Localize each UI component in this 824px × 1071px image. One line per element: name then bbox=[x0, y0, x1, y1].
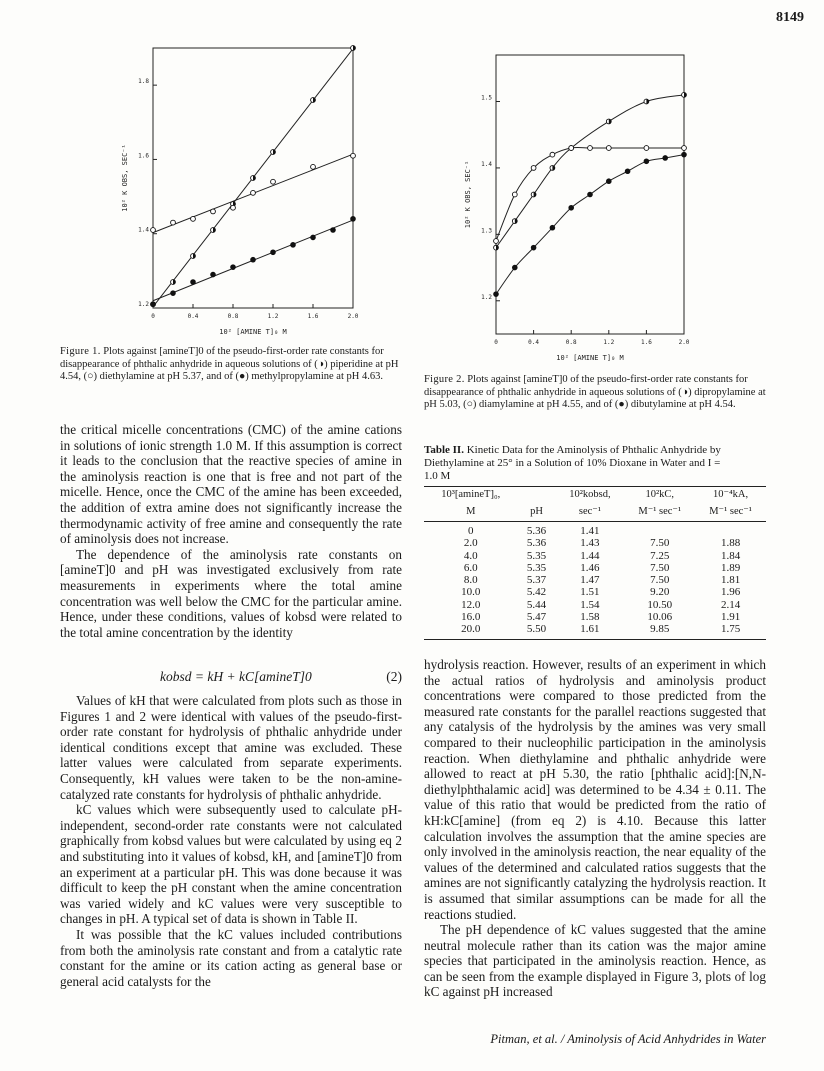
figure-1-caption-text: Plots against [amineT]0 of the pseudo-first-order rate constants for disappearance of phthalic anhydride in aqueous solutions of (◑) piperidine at pH 4.54, (○) diethylamine at pH 5.37, and of (●) methylpropylamine at pH 4.63. bbox=[60, 346, 399, 382]
table-cell: 1.43 bbox=[580, 537, 600, 550]
table-cell: 2.0 bbox=[463, 537, 478, 550]
y-tick-label: 1.6 bbox=[138, 152, 149, 160]
table-header-unit: M⁻¹ sec⁻¹ bbox=[695, 504, 766, 522]
data-point bbox=[251, 190, 256, 195]
x-tick-label: 0.8 bbox=[227, 313, 239, 320]
data-point bbox=[531, 166, 536, 171]
x-axis-label: 10² [AMINE T]₀ M bbox=[556, 354, 624, 362]
data-point bbox=[151, 228, 156, 233]
table-cell: 12.0 bbox=[461, 598, 481, 611]
data-point bbox=[251, 176, 256, 181]
table-cell: 7.25 bbox=[650, 549, 670, 562]
paragraph: It was possible that the kC values included contributions from both the aminolysis rate constant and from a catalytic rate constant for the amine or its cation acting as general base or general acid catalysts for the bbox=[60, 926, 402, 989]
data-point bbox=[331, 228, 336, 233]
data-point bbox=[588, 146, 593, 151]
table-cell: 5.37 bbox=[526, 574, 547, 587]
data-point bbox=[311, 164, 316, 169]
equation-2 bbox=[160, 669, 402, 685]
data-point bbox=[569, 205, 574, 210]
table-cell: 7.50 bbox=[650, 561, 670, 574]
table-row bbox=[424, 550, 766, 562]
data-point bbox=[151, 302, 156, 307]
data-point bbox=[211, 272, 216, 277]
data-point bbox=[663, 156, 668, 161]
table-row bbox=[424, 599, 766, 611]
data-point bbox=[550, 166, 555, 171]
figure-1 bbox=[95, 40, 395, 340]
y-tick-label: 1.4 bbox=[481, 160, 492, 168]
figure-1-plot bbox=[95, 40, 395, 340]
data-point bbox=[311, 235, 316, 240]
figure-2-plot bbox=[464, 45, 770, 365]
table-cell: 20.0 bbox=[424, 623, 517, 639]
data-point bbox=[211, 228, 216, 233]
data-point bbox=[494, 239, 499, 244]
page-number: 8149 bbox=[776, 10, 804, 25]
table-cell: 5.35 bbox=[526, 561, 547, 574]
table-cell: 1.47 bbox=[580, 574, 600, 587]
table-cell: 7.50 bbox=[650, 537, 670, 550]
table-cell: 10.06 bbox=[647, 611, 673, 624]
data-point bbox=[271, 150, 276, 155]
data-point bbox=[351, 216, 356, 221]
x-tick-label: 0.4 bbox=[187, 313, 199, 320]
table-cell: 1.91 bbox=[720, 611, 741, 624]
y-tick-label: 1.2 bbox=[138, 301, 149, 308]
table-cell: 9.20 bbox=[650, 586, 670, 599]
paragraph: hydrolysis reaction. However, results of an experiment in which the actual ratios of hydrolysis and aminolysis product concentrations were compared to those predicted from the measured rate constants for the parallel reactions suggested that any catalysis of the hydrolysis by the amines was very small compared to their nucleophilic participation in the aminolysis reaction. When diethylamine and phthalic anhydride were allowed to react at pH 5.30, the ratio [phthalic acid]:[N,N-diethylphthalamic acid] was determined to be 4.34 ± 0.11. The value of this ratio that would be predicted from the ratio of kH:kC[amine] (from eq 2) is 4.10. Because this latter calculation involves the assumption that the amine species are only involved in the aminolysis reaction, the near equality of the values of the determined and calculated ratios suggests that the amines are not significantly catalyzing the hydrolysis reaction. It is assumed that similar assumptions can be made for all the reactions studied. bbox=[424, 657, 766, 922]
y-tick-label: 1.8 bbox=[138, 78, 149, 86]
paragraph: the critical micelle concentrations (CMC) of the amine cations in solutions of ionic strength 1.0 M. If this assumption is correct it leads to the conclusion that the reactive species of amine in the aminolysis reaction is one that is free and not part of the micelle. Hence, once the CMC of the amine has been exceeded, the addition of extra amine does not significantly increase the thermodynamic activity of free amine and consequently the rate of aminolysis does not increase. bbox=[60, 422, 402, 547]
paragraph: The pH dependence of kC values suggested that the amine neutral molecule rather than its cation was the major amine species that participated in the aminolysis reaction. Hence, as can be seen from the example displayed in Figure 3, plots of log kC against pH increased bbox=[424, 922, 766, 1000]
equation-number: (2) bbox=[386, 669, 402, 684]
paragraph: kC values which were subsequently used to calculate pH-independent, second-order rate constants were not calculated graphically from kobsd values but were calculated by using eq 2 and substituting into it values of kobsd, kH, and [amineT]0 from an experiment at a particular pH. This was done because it was difficult to keep the pH constant when the amine concentration was varied widely and kC values were very susceptible to changes in pH. A typical set of data is shown in Table II. bbox=[60, 802, 402, 927]
table-header: 10²kobsd, bbox=[556, 487, 625, 505]
table-cell: 5.42 bbox=[526, 586, 547, 599]
data-point bbox=[550, 225, 555, 230]
table-2-title: Table II. bbox=[424, 444, 464, 456]
figure-1-caption-label: Figure 1. bbox=[60, 346, 101, 357]
table-cell: 1.96 bbox=[720, 586, 741, 599]
table-cell: 4.0 bbox=[463, 549, 478, 562]
data-point bbox=[171, 280, 176, 285]
table-cell: 10.0 bbox=[461, 586, 481, 599]
data-point bbox=[191, 254, 196, 259]
data-point bbox=[644, 146, 649, 151]
table-header: 10³[amineT]₀, bbox=[424, 487, 517, 505]
table-2 bbox=[424, 486, 766, 640]
table-cell: 10.50 bbox=[647, 598, 673, 611]
series-line bbox=[496, 95, 684, 248]
data-point bbox=[231, 265, 236, 270]
table-cell: 0 bbox=[467, 525, 474, 537]
data-point bbox=[191, 216, 196, 221]
data-point bbox=[682, 92, 687, 97]
table-2-caption bbox=[424, 444, 724, 483]
table-row bbox=[424, 623, 766, 639]
data-point bbox=[550, 152, 555, 157]
table-row bbox=[424, 537, 766, 549]
y-tick-label: 1.2 bbox=[481, 293, 492, 301]
data-point bbox=[171, 291, 176, 296]
paragraph: Values of kH that were calculated from plots such as those in Figures 1 and 2 were identical with values of the pseudo-first-order rate constant for hydrolysis of phthalic anhydride under identical conditions except that amine was excluded. These latter values were calculated from separate experiments. Consequently, kH values were taken to be the non-amine-catalyzed rate constants for hydrolysis of phthalic anhydride. bbox=[60, 693, 402, 802]
table-cell: 5.35 bbox=[526, 549, 547, 562]
table-cell: 1.51 bbox=[580, 586, 600, 599]
data-point bbox=[512, 265, 517, 270]
table-header-unit: sec⁻¹ bbox=[556, 504, 625, 522]
data-point bbox=[351, 46, 356, 51]
equation-text: kobsd = kH + kC[amineT]0 bbox=[160, 669, 312, 684]
table-row bbox=[424, 574, 766, 586]
x-axis-label: 10² [AMINE T]₀ M bbox=[219, 328, 287, 336]
table-cell: 9.85 bbox=[624, 623, 695, 639]
paragraph: The dependence of the aminolysis rate constants on [amineT]0 and pH was investigated exclusively from rate measurements in experiments where the total amine concentration was well below the CMC for the particular amine. Hence, under these conditions, values of kobsd were related to the total amine concentration by the identity bbox=[60, 546, 402, 640]
data-point bbox=[251, 257, 256, 262]
figure-2-caption-text: Plots against [amineT]0 of the pseudo-first-order rate constants for disappearance of phthalic anhydride in aqueous solutions of (◑) dipropylamine at pH 5.03, (○) diamylamine at pH 4.55, and of (●) dibutylamine at pH 4.54. bbox=[424, 374, 766, 410]
x-tick-label: 1.2 bbox=[603, 339, 615, 346]
x-tick-label: 0.4 bbox=[528, 339, 540, 346]
table-cell: 5.36 bbox=[526, 525, 547, 537]
data-point bbox=[606, 146, 611, 151]
table-cell: 7.50 bbox=[650, 574, 670, 587]
table-cell: 1.89 bbox=[720, 561, 741, 574]
data-point bbox=[588, 192, 593, 197]
data-point bbox=[606, 179, 611, 184]
table-cell: 1.61 bbox=[556, 623, 625, 639]
table-cell: 5.47 bbox=[526, 611, 547, 624]
data-point bbox=[644, 159, 649, 164]
data-point bbox=[494, 292, 499, 297]
figure-2 bbox=[464, 45, 770, 365]
table-cell: 5.36 bbox=[526, 537, 547, 550]
table-cell: 1.81 bbox=[720, 574, 741, 587]
y-axis-label: 10² K OBS, SEC⁻¹ bbox=[464, 160, 472, 229]
y-axis-label: 10² K OBS, SEC⁻¹ bbox=[121, 144, 129, 212]
y-tick-label: 1.4 bbox=[138, 226, 149, 234]
figure-1-caption bbox=[60, 346, 402, 384]
x-tick-label: 1.6 bbox=[307, 313, 319, 320]
table-cell bbox=[695, 522, 766, 538]
table-header: 10²kC, bbox=[624, 487, 695, 505]
data-point bbox=[682, 152, 687, 157]
table-cell: 2.14 bbox=[720, 598, 741, 611]
x-tick-label: 1.6 bbox=[640, 339, 652, 346]
data-point bbox=[531, 192, 536, 197]
table-row bbox=[424, 522, 766, 538]
table-cell: 1.44 bbox=[580, 549, 600, 562]
table-cell: 1.75 bbox=[695, 623, 766, 639]
table-header-unit: M bbox=[424, 504, 517, 522]
data-point bbox=[171, 220, 176, 225]
table-row bbox=[424, 611, 766, 623]
y-tick-label: 1.5 bbox=[481, 94, 492, 102]
data-point bbox=[311, 98, 316, 103]
table-cell: 1.54 bbox=[580, 598, 600, 611]
table-cell: 1.88 bbox=[720, 537, 741, 550]
data-point bbox=[531, 245, 536, 250]
table-header: 10⁻⁴kA, bbox=[695, 487, 766, 505]
table-cell: 1.46 bbox=[580, 561, 600, 574]
data-point bbox=[625, 169, 630, 174]
table-cell: 1.58 bbox=[580, 611, 600, 624]
x-tick-label: 0.8 bbox=[565, 339, 577, 346]
left-column bbox=[60, 422, 402, 640]
table-cell: 5.44 bbox=[526, 598, 547, 611]
table-cell: 5.50 bbox=[517, 623, 555, 639]
running-footer: Pitman, et al. / Aminolysis of Acid Anhydrides in Water bbox=[490, 1032, 766, 1046]
x-tick-label: 0 bbox=[151, 313, 155, 320]
table-header bbox=[517, 487, 555, 505]
figure-2-caption-label: Figure 2. bbox=[424, 374, 465, 385]
table-cell: 1.41 bbox=[580, 525, 600, 537]
y-tick-label: 1.3 bbox=[481, 227, 492, 235]
table-header-unit: pH bbox=[517, 504, 555, 522]
table-row bbox=[424, 562, 766, 574]
data-point bbox=[606, 119, 611, 124]
data-point bbox=[512, 192, 517, 197]
table-row bbox=[424, 586, 766, 598]
data-point bbox=[569, 146, 574, 151]
data-point bbox=[231, 205, 236, 210]
table-cell: 1.84 bbox=[720, 549, 741, 562]
data-point bbox=[682, 146, 687, 151]
data-point bbox=[191, 280, 196, 285]
x-tick-label: 1.2 bbox=[267, 313, 279, 320]
data-point bbox=[291, 242, 296, 247]
data-point bbox=[644, 99, 649, 104]
data-point bbox=[271, 179, 276, 184]
x-tick-label: 2.0 bbox=[678, 339, 690, 346]
table-header-unit: M⁻¹ sec⁻¹ bbox=[624, 504, 695, 522]
data-point bbox=[351, 153, 356, 158]
table-cell: 16.0 bbox=[461, 611, 481, 624]
series-line bbox=[496, 155, 684, 295]
right-column bbox=[424, 657, 766, 1000]
table-2-caption-text: Kinetic Data for the Aminolysis of Phthalic Anhydride by Diethylamine at 25° in a Solution of 10% Dioxane in Water and I = 1.0 M bbox=[424, 444, 721, 482]
x-tick-label: 2.0 bbox=[347, 313, 359, 320]
data-point bbox=[271, 250, 276, 255]
x-tick-label: 0 bbox=[494, 339, 498, 346]
table-cell: 8.0 bbox=[463, 574, 478, 587]
table-cell bbox=[624, 522, 695, 538]
data-point bbox=[494, 245, 499, 250]
figure-2-caption bbox=[424, 374, 766, 412]
data-point bbox=[211, 209, 216, 214]
data-point bbox=[512, 219, 517, 224]
left-column-lower bbox=[60, 693, 402, 989]
table-cell: 6.0 bbox=[463, 561, 478, 574]
